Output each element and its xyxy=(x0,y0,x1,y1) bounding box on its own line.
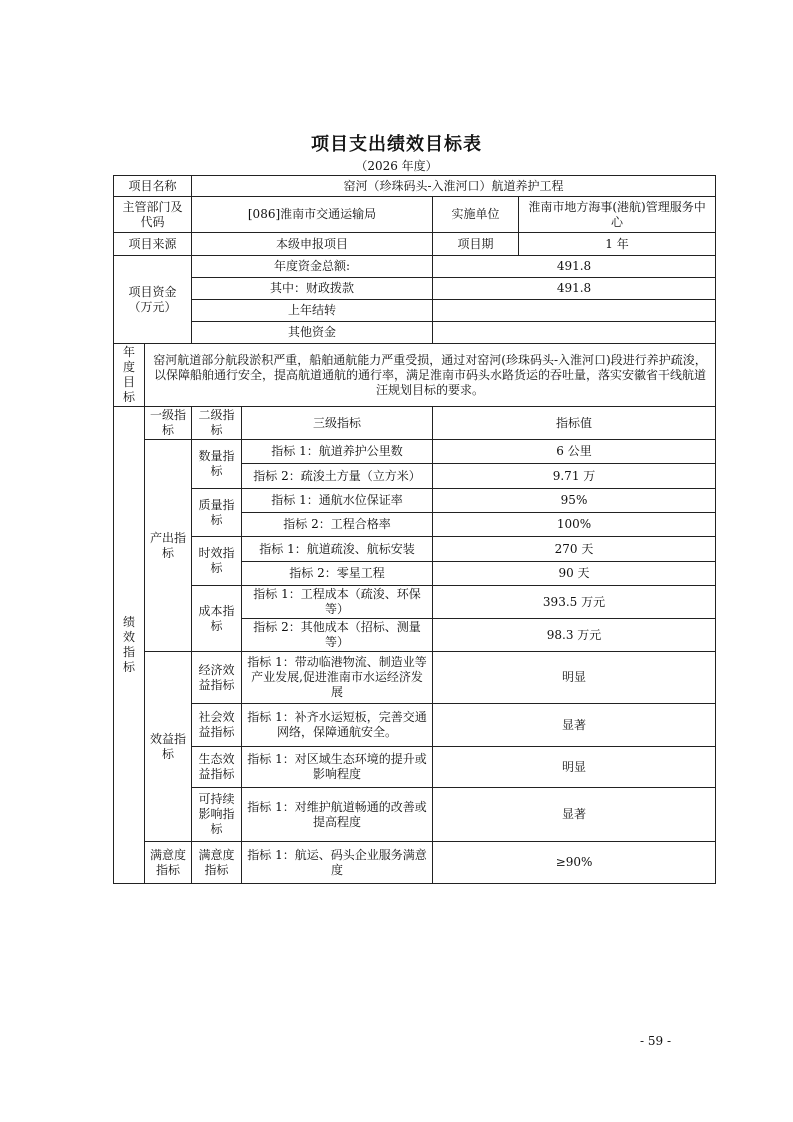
social-label: 社会效益指标 xyxy=(192,704,242,747)
indicator-t1-value: 270 天 xyxy=(433,537,716,562)
indicator-q2-value: 9.71 万 xyxy=(433,464,716,489)
funds-other-label: 其他资金 xyxy=(192,322,433,344)
indicator-c1-value: 393.5 万元 xyxy=(433,586,716,619)
indicator-s1: 指标 1：补齐水运短板，完善交通网络，保障通航安全。 xyxy=(242,704,433,747)
sustain-label: 可持续影响指标 xyxy=(192,788,242,842)
indicator-c2-value: 98.3 万元 xyxy=(433,619,716,652)
dept-value: [086]淮南市交通运输局 xyxy=(192,197,433,233)
indicator-q1-value: 6 公里 xyxy=(433,440,716,464)
funds-total-label: 年度资金总额: xyxy=(192,256,433,278)
dept-label: 主管部门及代码 xyxy=(114,197,192,233)
performance-table xyxy=(113,175,716,884)
indicator-t2-value: 90 天 xyxy=(433,562,716,586)
header-level3: 三级指标 xyxy=(242,407,433,440)
page-number: - 59 - xyxy=(640,1034,672,1048)
funds-fiscal-label: 其中：财政拨款 xyxy=(192,278,433,300)
objective-label: 年度目标 xyxy=(114,344,145,407)
cost-label: 成本指标 xyxy=(192,586,242,652)
header-level2: 二级指标 xyxy=(192,407,242,440)
indicator-t2: 指标 2：零星工程 xyxy=(242,562,433,586)
objective-text: 窑河航道部分航段淤积严重，船舶通航能力严重受损，通过对窑河(珍珠码头-入淮河口)段进行养护疏浚，以保障船舶通行安全，提高航道通航的通行率，满足淮南市码头水路货运的吞吐量，落实安徽省干线航道汪规划目标的要求。 xyxy=(145,344,716,407)
page-subtitle: （2026 年度） xyxy=(355,159,438,173)
header-value: 指标值 xyxy=(433,407,716,440)
indicator-k1: 指标 1：对维护航道畅通的改善或提高程度 xyxy=(242,788,433,842)
indicator-g1-value: 明显 xyxy=(433,747,716,788)
satisfaction-sub-label: 满意度指标 xyxy=(192,842,242,884)
indicator-q1: 指标 1：航道养护公里数 xyxy=(242,440,433,464)
eco-label: 生态效益指标 xyxy=(192,747,242,788)
project-name-label: 项目名称 xyxy=(114,176,192,197)
period-value: 1 年 xyxy=(519,233,716,256)
funds-label: 项目资金（万元） xyxy=(114,256,192,344)
indicator-t1: 指标 1：航道疏浚、航标安装 xyxy=(242,537,433,562)
funds-fiscal: 491.8 xyxy=(433,278,716,300)
satisfaction-label: 满意度指标 xyxy=(145,842,192,884)
indicator-g1: 指标 1：对区域生态环境的提升或影响程度 xyxy=(242,747,433,788)
indicator-m1-value: ≥90% xyxy=(433,842,716,884)
page-title: 项目支出绩效目标表 xyxy=(311,134,482,155)
quantity-label: 数量指标 xyxy=(192,440,242,489)
source-label: 项目来源 xyxy=(114,233,192,256)
indicator-ql1: 指标 1：通航水位保证率 xyxy=(242,489,433,513)
econ-label: 经济效益指标 xyxy=(192,652,242,704)
output-label: 产出指标 xyxy=(145,440,192,652)
funds-other xyxy=(433,322,716,344)
impl-label: 实施单位 xyxy=(433,197,519,233)
project-name: 窑河（珍珠码头-入淮河口）航道养护工程 xyxy=(192,176,716,197)
period-label: 项目期 xyxy=(433,233,519,256)
indicator-c2: 指标 2：其他成本（招标、测量等） xyxy=(242,619,433,652)
indicator-s1-value: 显著 xyxy=(433,704,716,747)
impl-value: 淮南市地方海事(港航)管理服务中心 xyxy=(519,197,716,233)
quality-label: 质量指标 xyxy=(192,489,242,537)
time-label: 时效指标 xyxy=(192,537,242,586)
indicator-e1-value: 明显 xyxy=(433,652,716,704)
header-level1: 一级指标 xyxy=(145,407,192,440)
indicator-q2: 指标 2：疏浚土方量（立方米） xyxy=(242,464,433,489)
indicator-ql1-value: 95% xyxy=(433,489,716,513)
indicator-ql2-value: 100% xyxy=(433,513,716,537)
funds-carryover-label: 上年结转 xyxy=(192,300,433,322)
source-value: 本级申报项目 xyxy=(192,233,433,256)
funds-total: 491.8 xyxy=(433,256,716,278)
indicator-m1: 指标 1：航运、码头企业服务满意度 xyxy=(242,842,433,884)
indicator-k1-value: 显著 xyxy=(433,788,716,842)
funds-carryover xyxy=(433,300,716,322)
indicator-c1: 指标 1：工程成本（疏浚、环保等） xyxy=(242,586,433,619)
benefit-label: 效益指标 xyxy=(145,652,192,842)
indicator-ql2: 指标 2：工程合格率 xyxy=(242,513,433,537)
perf-label: 绩效指标 xyxy=(114,407,145,884)
indicator-e1: 指标 1：带动临港物流、制造业等产业发展,促进淮南市水运经济发展 xyxy=(242,652,433,704)
